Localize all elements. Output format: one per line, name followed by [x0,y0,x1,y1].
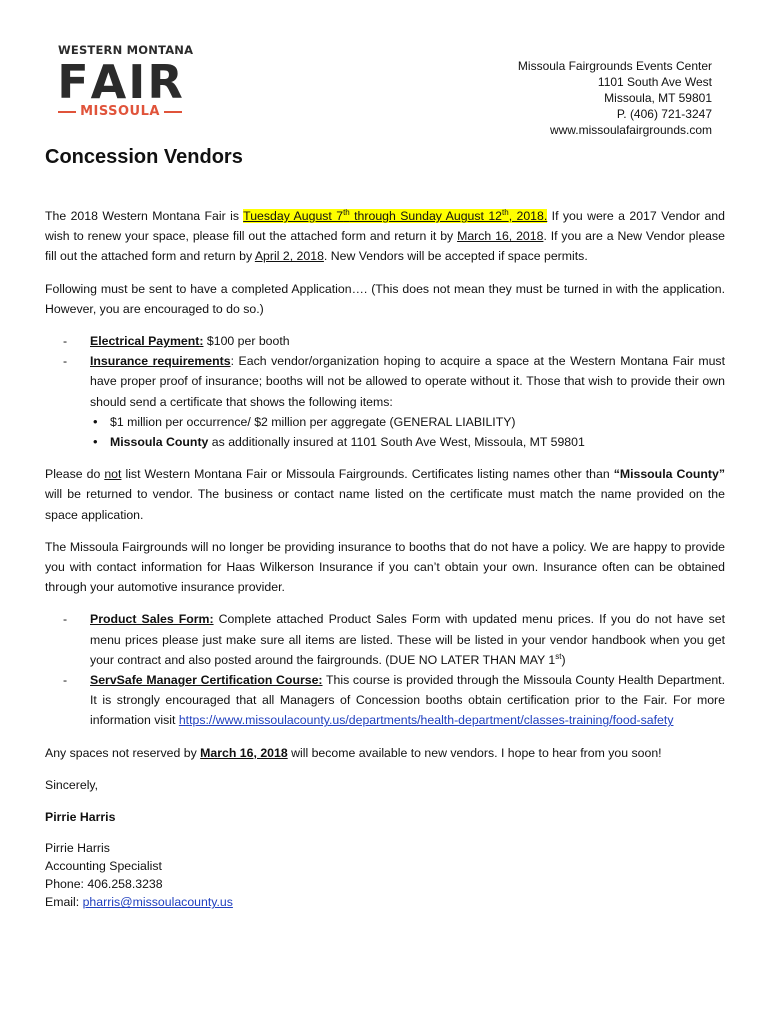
address-website: www.missoulafairgrounds.com [549,123,712,137]
superscript: th [343,207,350,217]
address-line: Missoula Fairgrounds Events Center [517,59,712,73]
text-run: Please do [45,467,105,482]
superscript: st [555,651,562,661]
logo-letter: F [57,55,89,109]
text-run: Complete attached Product Sales Form with updated menu prices. If you do not have set menu prices please just make sure all items are listed. These will be listed in your vendor handbook when you get your contract and also posted around the fairgrounds. (DUE NO LATER THAN MAY 1 [90,612,725,667]
signature-block [45,775,725,911]
contact-email-row [45,893,725,911]
text-run: , 2018. [508,209,548,223]
address-line: Missoula, MT 59801 [604,91,712,105]
list-item: • $1 million per occurrence/ $2 million per aggregate (GENERAL LIABILITY) [90,412,725,432]
text-run: . If you are a New Vendor please fill out the attached form and return by [45,229,725,264]
page-title: Concession Vendors [45,146,243,168]
list-item [45,670,725,731]
list-item [45,351,725,452]
text-run: $100 per booth [203,334,290,349]
logo-letter: A [90,55,127,109]
logo-top-text: WESTERN MONTANA [58,43,194,57]
deadline-date: March 16, 2018 [200,745,288,760]
list-item [45,331,725,351]
address-phone: P. (406) 721-3247 [616,107,712,121]
logo-fair-word [57,55,183,109]
letter-body [45,206,725,911]
text-run: list Western Montana Fair or Missoula Fairgrounds. Certificates listing names other than [121,467,614,482]
fair-dates-highlight [243,209,547,223]
text-run: : Each vendor/organization hoping to acquire a space at the Western Montana Fair must have proper proof of insurance; booths will not be allowed to operate without it. Those that wish to provide their own should send a certificate that shows the following items: [90,354,725,409]
address-line: 1101 South Ave West [597,75,712,89]
logo-rule-left [58,111,76,113]
closing-paragraph [45,743,725,763]
list-item [45,609,725,670]
text-run: will be returned to vendor. The business or contact name listed on the certificate must match the name provided on the space application. [45,487,725,522]
logo-letter: R [147,55,183,109]
certificate-paragraph [45,464,725,525]
insurance-paragraph: The Missoula Fairgrounds will no longer be providing insurance to booths that do not have a policy. We are happy to provide you with contact information for Haas Wilkerson Insurance if you can’t obtain your own. Insurance often can be obtained through your automotive insurance provider. [45,539,725,595]
item-label: ServSafe Manager Certification Course: [90,673,323,688]
text-run: as additionally insured at 1101 South Ave West, Missoula, MT 59801 [208,435,585,450]
logo-bottom-text: MISSOULA [80,104,160,119]
text-run: Missoula County [110,435,209,450]
text-run: Any spaces not reserved by [45,745,201,760]
text-run: through Sunday August 12 [349,209,503,223]
text-run: If you were a 2017 Vendor and wish to renew your space, please fill out the attached form and return it by [45,209,725,244]
contact-phone: Phone: 406.258.3238 [45,877,163,892]
new-vendor-deadline: April 2, 2018 [254,249,324,264]
logo-rule-right [164,111,182,113]
item-label: Product Sales Form: [90,612,214,627]
logo-letter: I [128,55,146,109]
forms-list [45,609,725,730]
contact-block [45,839,725,911]
text-run: This course is provided through the Missoula County Health Department. It is strongly encouraged that all Managers of Concession booths obtain certification prior to the Fair. For more information visit [90,673,725,728]
item-label: Insurance requirements [90,354,231,369]
superscript: th [502,207,509,217]
requirements-list [45,331,725,452]
text-run: . New Vendors will be accepted if space permits. [323,249,588,264]
email-label: Email: [45,895,83,910]
email-link[interactable]: pharris@missoulacounty.us [82,895,233,910]
contact-role: Accounting Specialist [45,859,162,874]
signature-name: Pirrie Harris [45,810,116,825]
text-run: The 2018 Western Montana Fair is [45,209,244,223]
item-label: Electrical Payment: [90,334,204,349]
text-run: ) [561,652,566,667]
list-item [90,432,725,452]
closing-salutation: Sincerely, [45,777,99,792]
contact-name: Pirrie Harris [45,841,110,856]
fair-logo [57,43,194,128]
text-run: Tuesday August 7 [243,209,344,223]
requirements-paragraph: Following must be sent to have a completed Application…. (This does not mean they must be turned in with the application. However, you are encouraged to do so.) [45,281,725,316]
renewal-deadline: March 16, 2018 [457,229,544,244]
intro-paragraph [45,206,725,267]
sender-address [518,58,712,138]
text-run: will become available to new vendors. I hope to hear from you soon! [287,745,662,760]
insurance-items [90,412,725,452]
text-run: not [104,467,122,482]
food-safety-link[interactable]: https://www.missoulacounty.us/departments/health-department/classes-training/food-safety [178,713,674,728]
text-run: “Missoula County” [613,467,725,482]
